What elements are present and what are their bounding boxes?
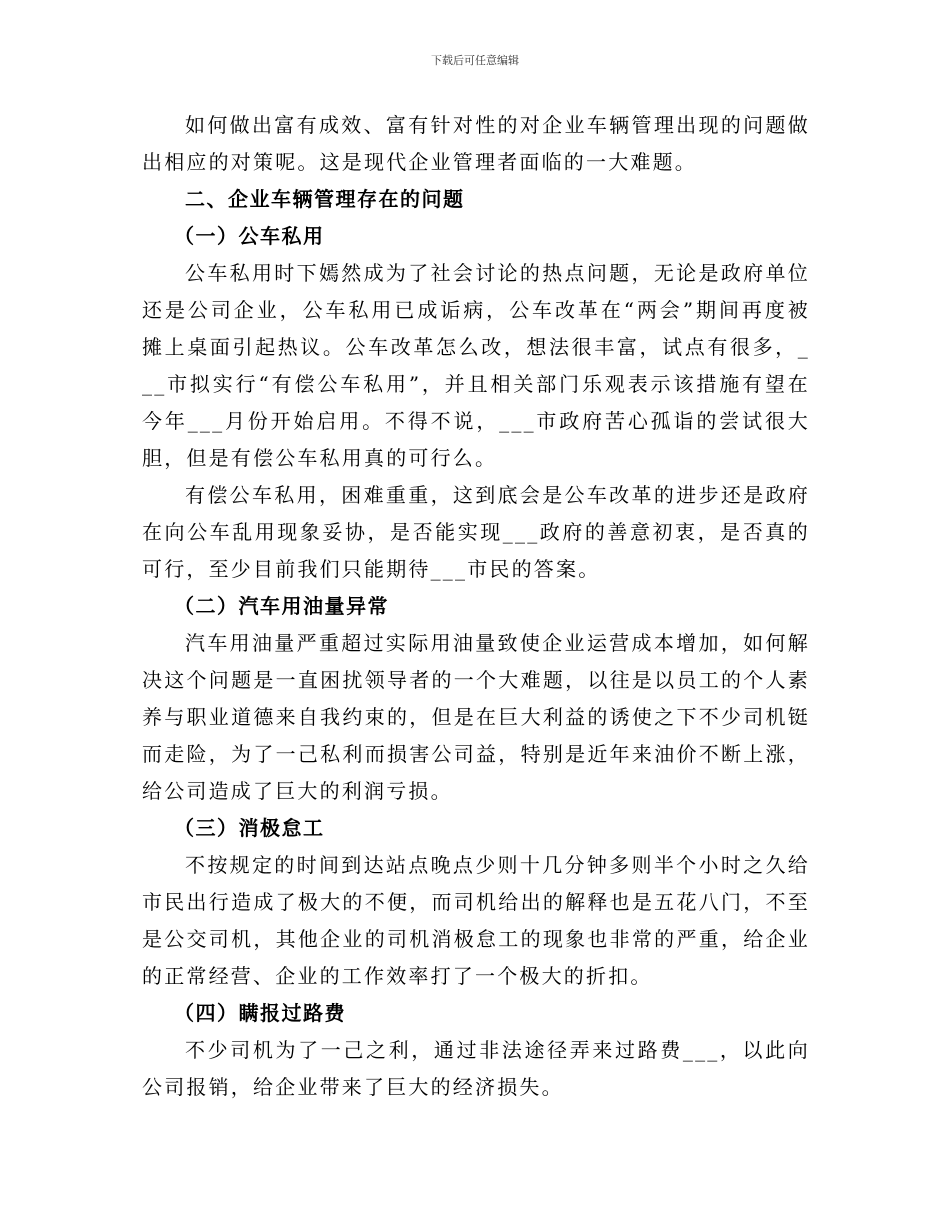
paragraph-4: 不按规定的时间到达站点晚点少则十几分钟多则半个小时之久给市民出行造成了极大的不便，而司机给出的解释也是五花八门，不至是公交司机，其他企业的司机消极怠工的现象也非常的严重，给企业的正常经营、企业的工作效率打了一个极大的折扣。 (142, 853, 810, 988)
paragraph-2: 有偿公车私用，困难重重，这到底会是公车改革的进步还是政府在向公车乱用现象妥协，是否能实现___政府的善意初衷，是否真的可行，至少目前我们只能期待___市民的答案。 (142, 483, 810, 581)
paragraph-5: 不少司机为了一己之利，通过非法途径弄来过路费___，以此向公司报销，给企业带来了巨大的经济损失。 (142, 1038, 810, 1099)
subheading-1: （一）公车私用 (174, 224, 325, 248)
intro-paragraph: 如何做出富有成效、富有针对性的对企业车辆管理出现的问题做出相应的对策呢。这是现代企业管理者面临的一大难题。 (142, 113, 810, 174)
document-body (142, 107, 810, 1106)
section-heading: 二、企业车辆管理存在的问题 (185, 187, 465, 211)
page-header: 下载后可任意编辑 (431, 54, 519, 67)
paragraph-1: 公车私用时下嫣然成为了社会讨论的热点问题，无论是政府单位还是公司企业，公车私用已成诟病，公车改革在“两会”期间再度被摊上桌面引起热议。公车改革怎么改，想法很丰富，试点有很多，___市拟实行“有偿公车私用”，并且相关部门乐观表示该措施有望在今年___月份开始启用。不得不说，___市政府苦心孤诣的尝试很大胆，但是有偿公车私用真的可行么。 (142, 261, 810, 470)
subheading-4: （四）瞒报过路费 (174, 1001, 346, 1025)
paragraph-3: 汽车用油量严重超过实际用油量致使企业运营成本增加，如何解决这个问题是一直困扰领导者的一个大难题，以往是以员工的个人素养与职业道德来自我约束的，但是在巨大利益的诱使之下不少司机铤而走险，为了一己私利而损害公司益，特别是近年来油价不断上涨，给公司造成了巨大的利润亏损。 (142, 631, 810, 803)
subheading-2: （二）汽车用油量异常 (174, 594, 389, 618)
subheading-3: （三）消极怠工 (174, 816, 325, 840)
